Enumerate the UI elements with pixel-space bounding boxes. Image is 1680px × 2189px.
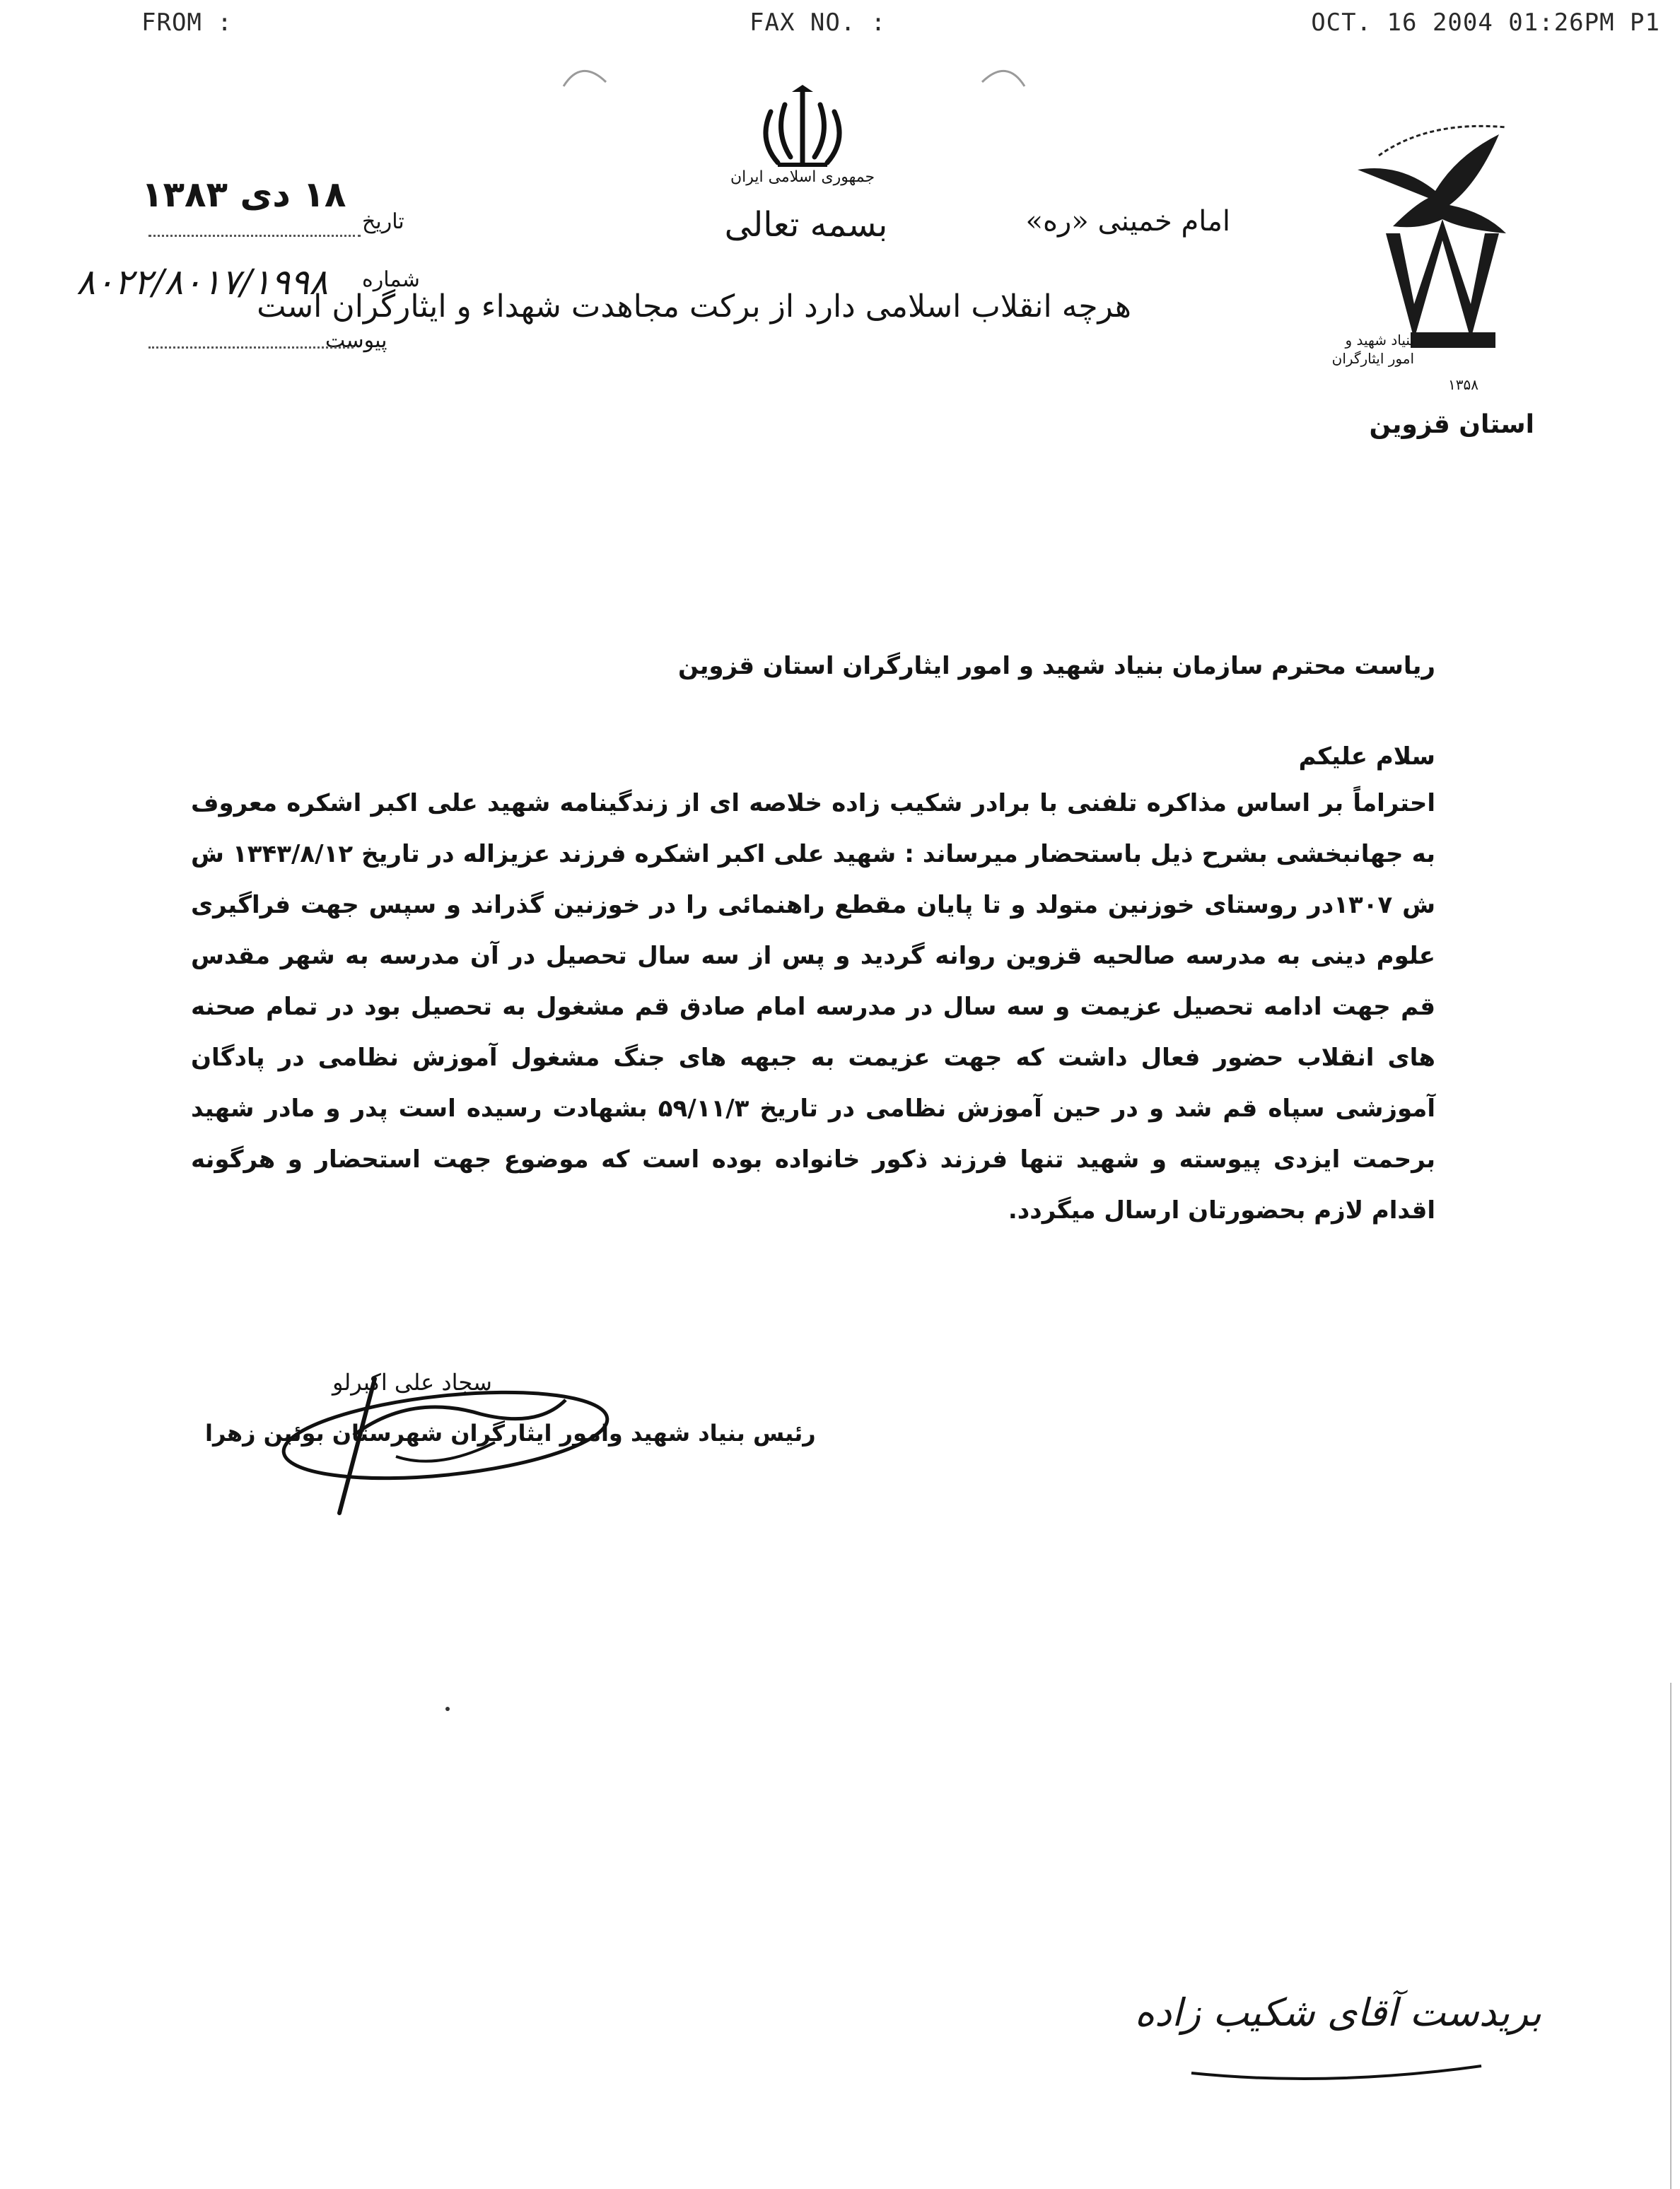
handwritten-underline [1188, 2059, 1485, 2087]
fax-timestamp: OCT. 16 2004 01:26PM P1 [1311, 8, 1660, 37]
date-label: تاریخ [362, 209, 404, 234]
number-value: ۸۰۲۲/۸۰۱۷/۱۹۹۸ [76, 262, 328, 303]
scan-speck [445, 1707, 450, 1711]
handwritten-signature-icon [269, 1350, 665, 1520]
logo-caption: بنیاد شهید و امور ایثارگران [1331, 332, 1414, 367]
imam-attribution: امام خمینی «ره» [1025, 205, 1230, 238]
punch-mark-left [560, 61, 609, 89]
punch-mark-right [979, 61, 1028, 89]
fax-number-label: FAX NO. : [749, 8, 887, 37]
date-dotted-line [148, 235, 361, 237]
signer-name: سجاد علی اکبرلو [332, 1369, 492, 1396]
scan-edge [1670, 1683, 1672, 2189]
logo-year: ۱۳۵۸ [1448, 376, 1478, 393]
handwritten-note: بریدست آقای شکیب زاده [1134, 1990, 1541, 2035]
date-value: ۱۸ دی ۱۳۸۳ [141, 174, 346, 215]
letterhead-motto: هرچه انقلاب اسلامی دارد از برکت مجاهدت شهداء و ایثارگران است [257, 288, 1131, 325]
attachment-label: پیوست [325, 328, 387, 353]
attachment-dotted-line [148, 346, 354, 349]
emblem-caption: جمهوری اسلامی ایران [730, 168, 875, 186]
province-name: استان قزوین [1369, 410, 1534, 439]
fax-from-label: FROM : [141, 8, 233, 37]
bismillah-heading: بسمه تعالی [724, 205, 888, 245]
number-label: شماره [362, 267, 420, 292]
addressee-line: ریاست محترم سازمان بنیاد شهید و امور ایثارگران استان قزوین [678, 652, 1435, 680]
iran-emblem-icon [757, 83, 848, 172]
greeting-line: سلام علیکم [1298, 742, 1435, 771]
signer-title: رئیس بنیاد شهید وامور ایثارگران شهرستان بوئین زهرا [205, 1420, 816, 1447]
letter-body: احتراماً بر اساس مذاکره تلفنی با برادر شکیب زاده خلاصه ای از زندگینامه شهید علی اکبر اشکره معروف به جهانبخشی بشرح ذیل باستحضار میرساند : شهید علی اکبر اشکره فرزند عزیزاله در تاریخ ۱۳۴۳/۸/۱۲ ش ش ۱۳۰۷در روستای خوزنین متولد و تا پایان مقطع راهنمائی را در خوزنین گذراند و سپس جهت فراگیری علوم دینی به مدرسه صالحیه قزوین روانه گردید و پس از سه سال تحصیل در آن مدرسه به شهر مقدس قم جهت ادامه تحصیل عزیمت و سه سال در مدرسه امام صادق قم مشغول به تحصیل بود در تمام صحنه های انقلاب حضور فعال داشت که جهت عزیمت به جبهه های جنگ مشغول آموزش نظامی در پادگان آموزشی سپاه قم شد و در حین آموزش نظامی در تاریخ ۵۹/۱۱/۳ بشهادت رسیده است پدر و مادر شهید برحمت ایزدی پیوسته و شهید تنها فرزند ذکور خانواده بوده است که موضوع جهت استحضار و هرگونه اقدام لازم بحضورتان ارسال میگردد. [191, 789, 1435, 1225]
